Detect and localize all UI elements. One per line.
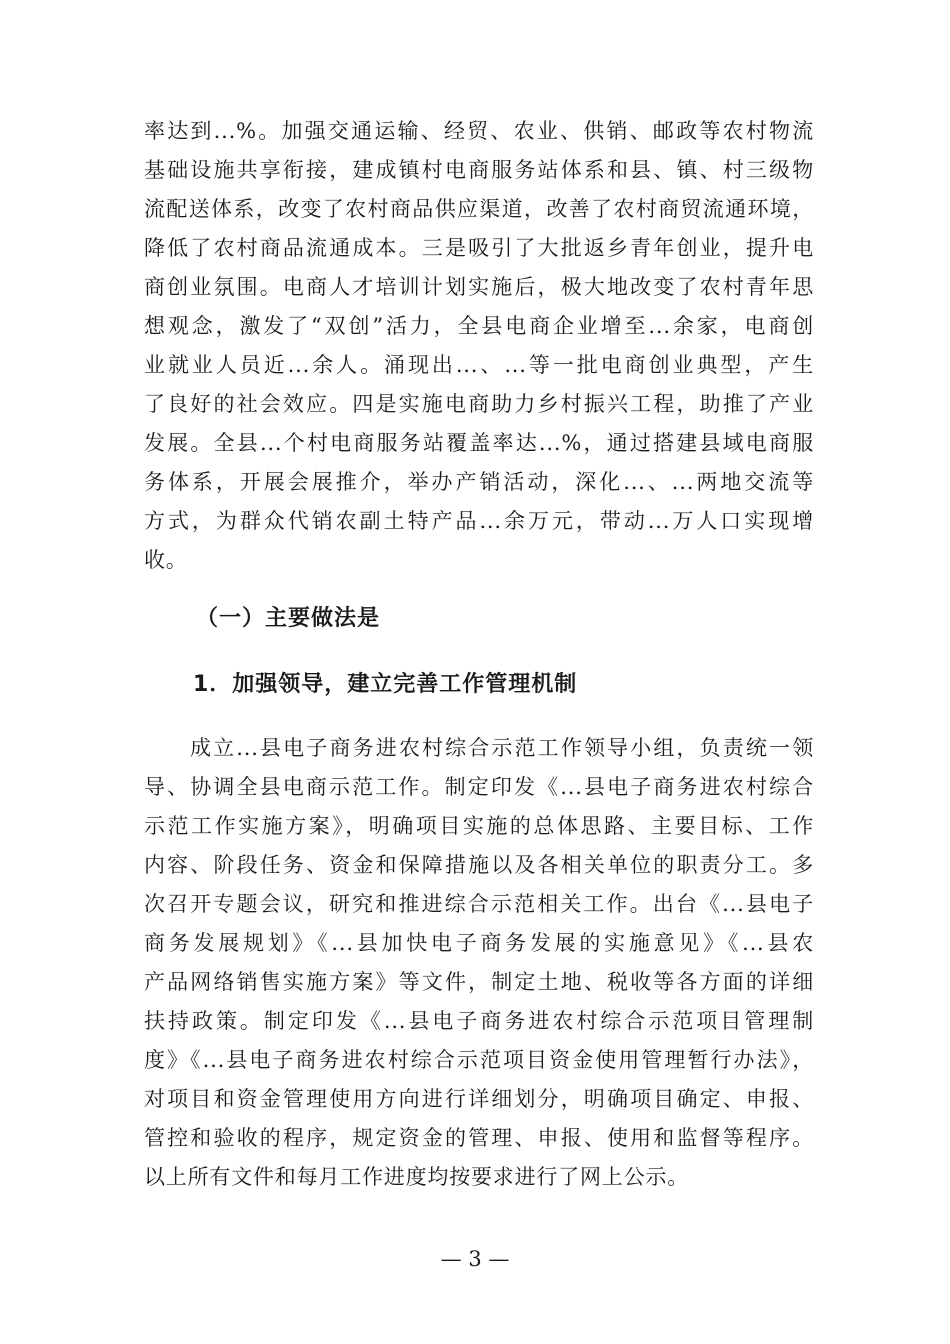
text-line: 想观念，激发了“双创”活力，全县电商企业增至...余家，电商创 [144, 314, 814, 338]
text-line: 扶持政策。制定印发《...县电子商务进农村综合示范项目管理制 [144, 1009, 814, 1033]
text-line: 对项目和资金管理使用方向进行详细划分，明确项目确定、申报、 [144, 1087, 814, 1111]
text-line: 次召开专题会议，研究和推进综合示范相关工作。出台《...县电子 [144, 892, 814, 916]
text-line: 管控和验收的程序，规定资金的管理、申报、使用和监督等程序。 [144, 1126, 814, 1150]
text-line: 商务发展规划》《...县加快电子商务发展的实施意见》《...县农 [144, 931, 814, 955]
text-line: 业就业人员近...余人。涌现出...、...等一批电商创业典型，产生 [144, 353, 814, 377]
text-line: 商创业氛围。电商人才培训计划实施后，极大地改变了农村青年思 [144, 275, 814, 299]
text-line: 降低了农村商品流通成本。三是吸引了大批返乡青年创业，提升电 [144, 236, 814, 260]
text-line: 度》《...县电子商务进农村综合示范项目资金使用管理暂行办法》， [144, 1048, 814, 1072]
text-line: 了良好的社会效应。四是实施电商助力乡村振兴工程，助推了产业 [144, 392, 814, 416]
text-line: 收。 [144, 548, 188, 572]
text-line: 务体系，开展会展推介，举办产销活动，深化...、...两地交流等 [144, 470, 814, 494]
text-line: 导、协调全县电商示范工作。制定印发《...县电子商务进农村综合 [144, 775, 814, 799]
text-line: 方式，为群众代销农副土特产品...余万元，带动...万人口实现增 [144, 509, 814, 533]
text-line: 以上所有文件和每月工作进度均按要求进行了网上公示。 [144, 1165, 689, 1189]
text-line: 发展。全县...个村电商服务站覆盖率达...%，通过搭建县域电商服 [144, 431, 814, 455]
section-heading: （一）主要做法是 [196, 606, 381, 631]
subsection-heading: 1．加强领导，建立完善工作管理机制 [193, 672, 578, 697]
text-line: 流配送体系，改变了农村商品供应渠道，改善了农村商贸流通环境， [144, 197, 814, 221]
text-line: 产品网络销售实施方案》等文件，制定土地、税收等各方面的详细 [144, 970, 814, 994]
text-line: 内容、阶段任务、资金和保障措施以及各相关单位的职责分工。多 [144, 853, 814, 877]
text-line: 基础设施共享衔接，建成镇村电商服务站体系和县、镇、村三级物 [144, 158, 814, 182]
text-line: 示范工作实施方案》，明确项目实施的总体思路、主要目标、工作 [144, 814, 814, 838]
text-line: 成立...县电子商务进农村综合示范工作领导小组，负责统一领 [190, 736, 814, 760]
text-line: 率达到...%。加强交通运输、经贸、农业、供销、邮政等农村物流 [144, 119, 814, 143]
page-number: — 3 — [440, 1247, 510, 1271]
